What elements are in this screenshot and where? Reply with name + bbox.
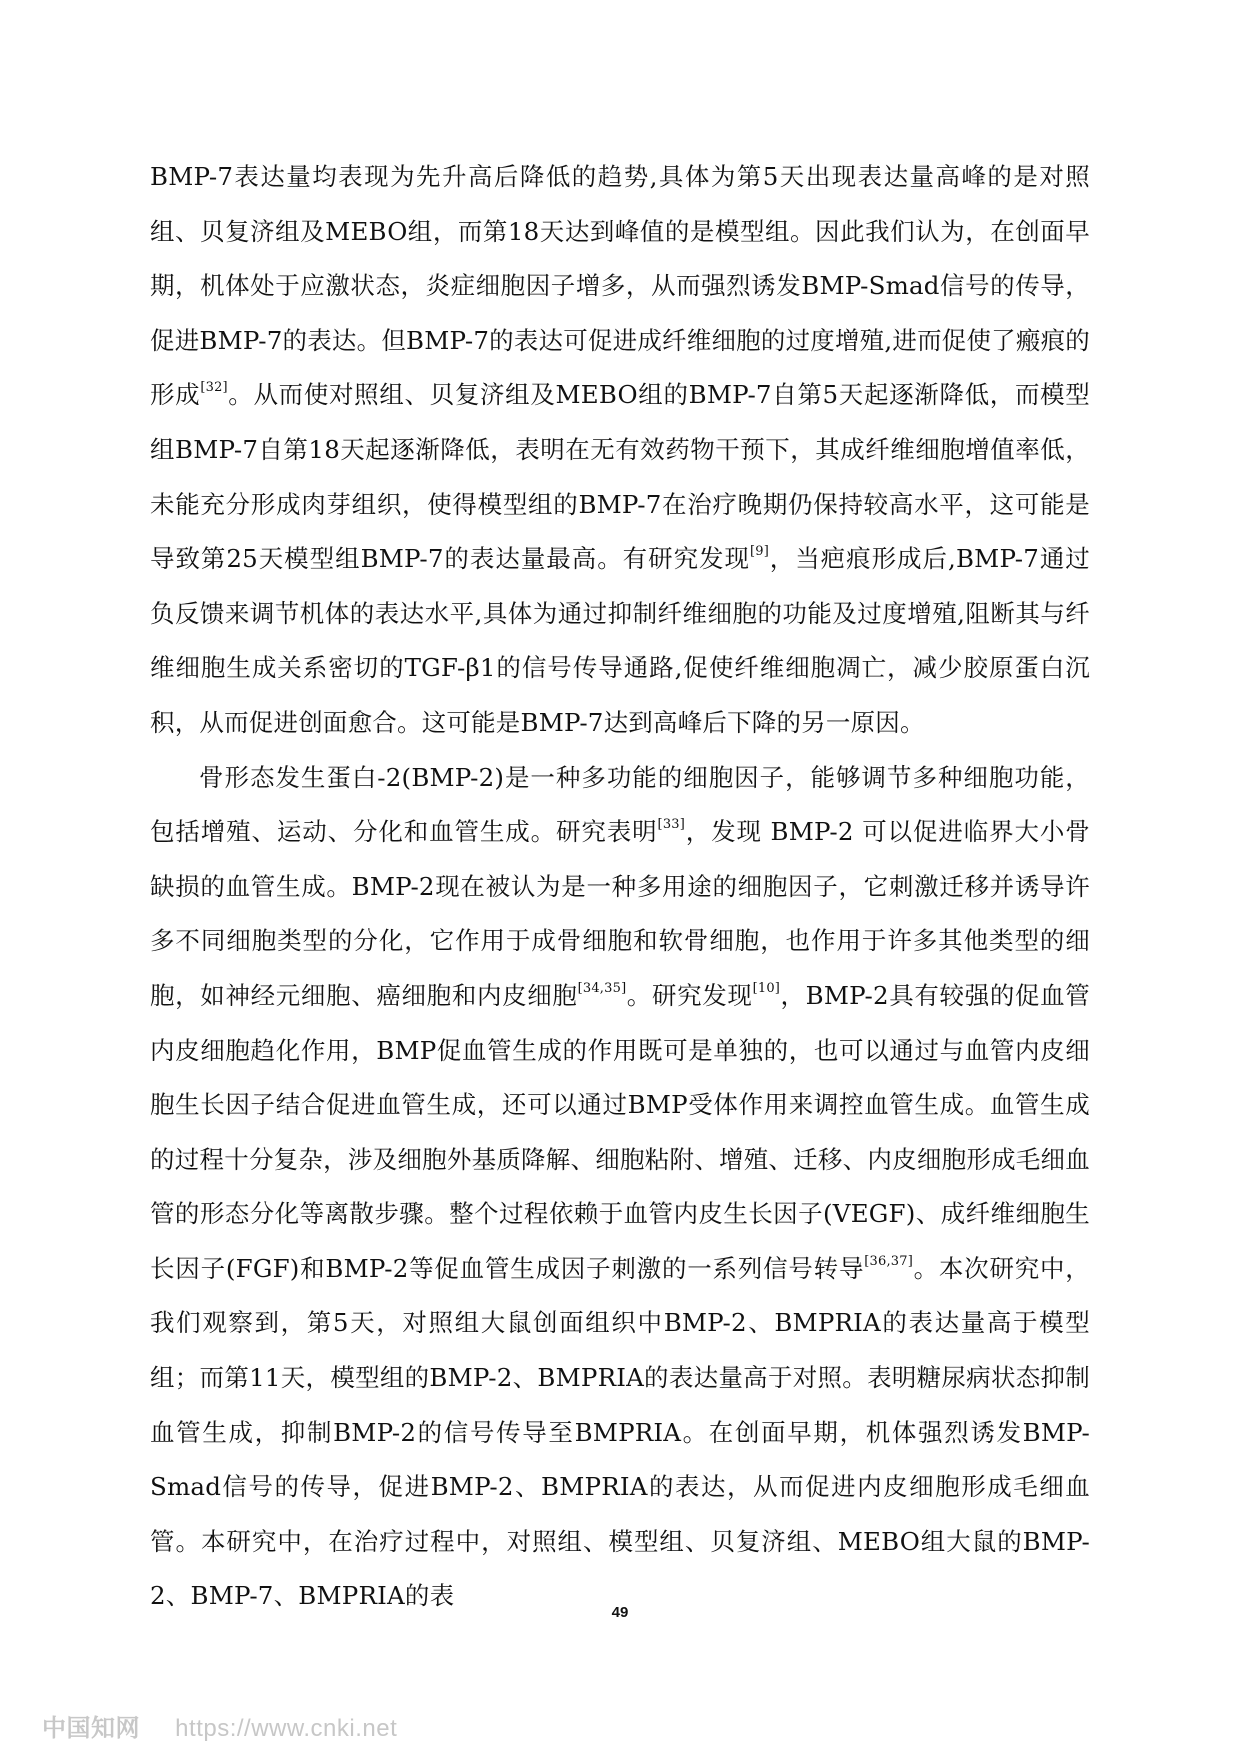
paragraph	[150, 150, 1090, 751]
text-run: 。本次研究中，我们观察到，第5天，对照组大鼠创面组织中BMP-2、BMPRIA的表达量高于模型组；而第11天，模型组的BMP-2、BMPRIA的表达量高于对照。表明糖尿病状态抑制血管生成，抑制BMP-2的信号传导至BMPRIA。在创面早期，机体强烈诱发BMP-Smad信号的传导，促进BMP-2、BMPRIA的表达，从而促进内皮细胞形成毛细血管。本研究中，在治疗过程中，对照组、模型组、贝复济组、MEBO组大鼠的BMP-2、BMP-7、BMPRIA的表	[150, 1253, 1090, 1611]
page-number: 49	[611, 1604, 629, 1621]
watermark-brand: 中国知网	[42, 1715, 140, 1742]
page-body	[150, 150, 1090, 1624]
citation-ref: [10]	[752, 980, 781, 996]
watermark-url: https://www.cnki.net	[175, 1715, 398, 1742]
paragraph	[150, 751, 1090, 1625]
citation-ref: [33]	[657, 816, 686, 832]
text-run: 。研究发现	[626, 980, 753, 1010]
text-run: ，发现 BMP-2 可以促进临界大小骨缺损的血管生成。BMP-2现在被认为是一种多用途的细胞因子，它刺激迁移并诱导许多不同细胞类型的分化，它作用于成骨细胞和软骨细胞，也作用于许多其他类型的细胞，如神经元细胞、癌细胞和内皮细胞	[150, 817, 1090, 1010]
citation-ref: [34,35]	[577, 980, 627, 996]
citation-ref: [32]	[200, 380, 228, 396]
citation-ref: [36,37]	[864, 1253, 913, 1269]
watermark	[42, 1708, 397, 1743]
text-run: ，BMP-2具有较强的促血管内皮细胞趋化作用，BMP促血管生成的作用既可是单独的，也可以通过与血管内皮细胞生长因子结合促进血管生成，还可以通过BMP受体作用来调控血管生成。血管生成的过程十分复杂，涉及细胞外基质降解、细胞粘附、增殖、迁移、内皮细胞形成毛细血管的形态分化等离散步骤。整个过程依赖于血管内皮生长因子(VEGF)、成纤维细胞生长因子(FGF)和BMP-2等促血管生成因子刺激的一系列信号转导	[150, 980, 1091, 1283]
text-run: 。从而使对照组、贝复济组及MEBO组的BMP-7自第5天起逐渐降低，而模型组BMP-7自第18天起逐渐降低，表明在无有效药物干预下，其成纤维细胞增值率低，未能充分形成肉芽组织，使得模型组的BMP-7在治疗晚期仍保持较高水平，这可能是导致第25天模型组BMP-7的表达量最高。有研究发现	[150, 380, 1090, 574]
text-run: ，当疤痕形成后,BMP-7通过负反馈来调节机体的表达水平,具体为通过抑制纤维细胞的功能及过度增殖,阻断其与纤维细胞生成关系密切的TGF-β1的信号传导通路,促使纤维细胞凋亡，减少胶原蛋白沉积，从而促进创面愈合。这可能是BMP-7达到高峰后下降的另一原因。	[150, 544, 1090, 737]
text-run: 骨形态发生蛋白-2(BMP-2)是一种多功能的细胞因子，能够调节多种细胞功能，包括增殖、运动、分化和血管生成。研究表明	[150, 762, 1090, 847]
citation-ref: [9]	[749, 544, 769, 559]
text-run: BMP-7表达量均表现为先升高后降低的趋势,具体为第5天出现表达量高峰的是对照组、贝复济组及MEBO组，而第18天达到峰值的是模型组。因此我们认为，在创面早期，机体处于应激状态，炎症细胞因子增多，从而强烈诱发BMP-Smad信号的传导，促进BMP-7的表达。但BMP-7的表达可促进成纤维细胞的过度增殖,进而促使了瘢痕的形成	[150, 162, 1090, 410]
